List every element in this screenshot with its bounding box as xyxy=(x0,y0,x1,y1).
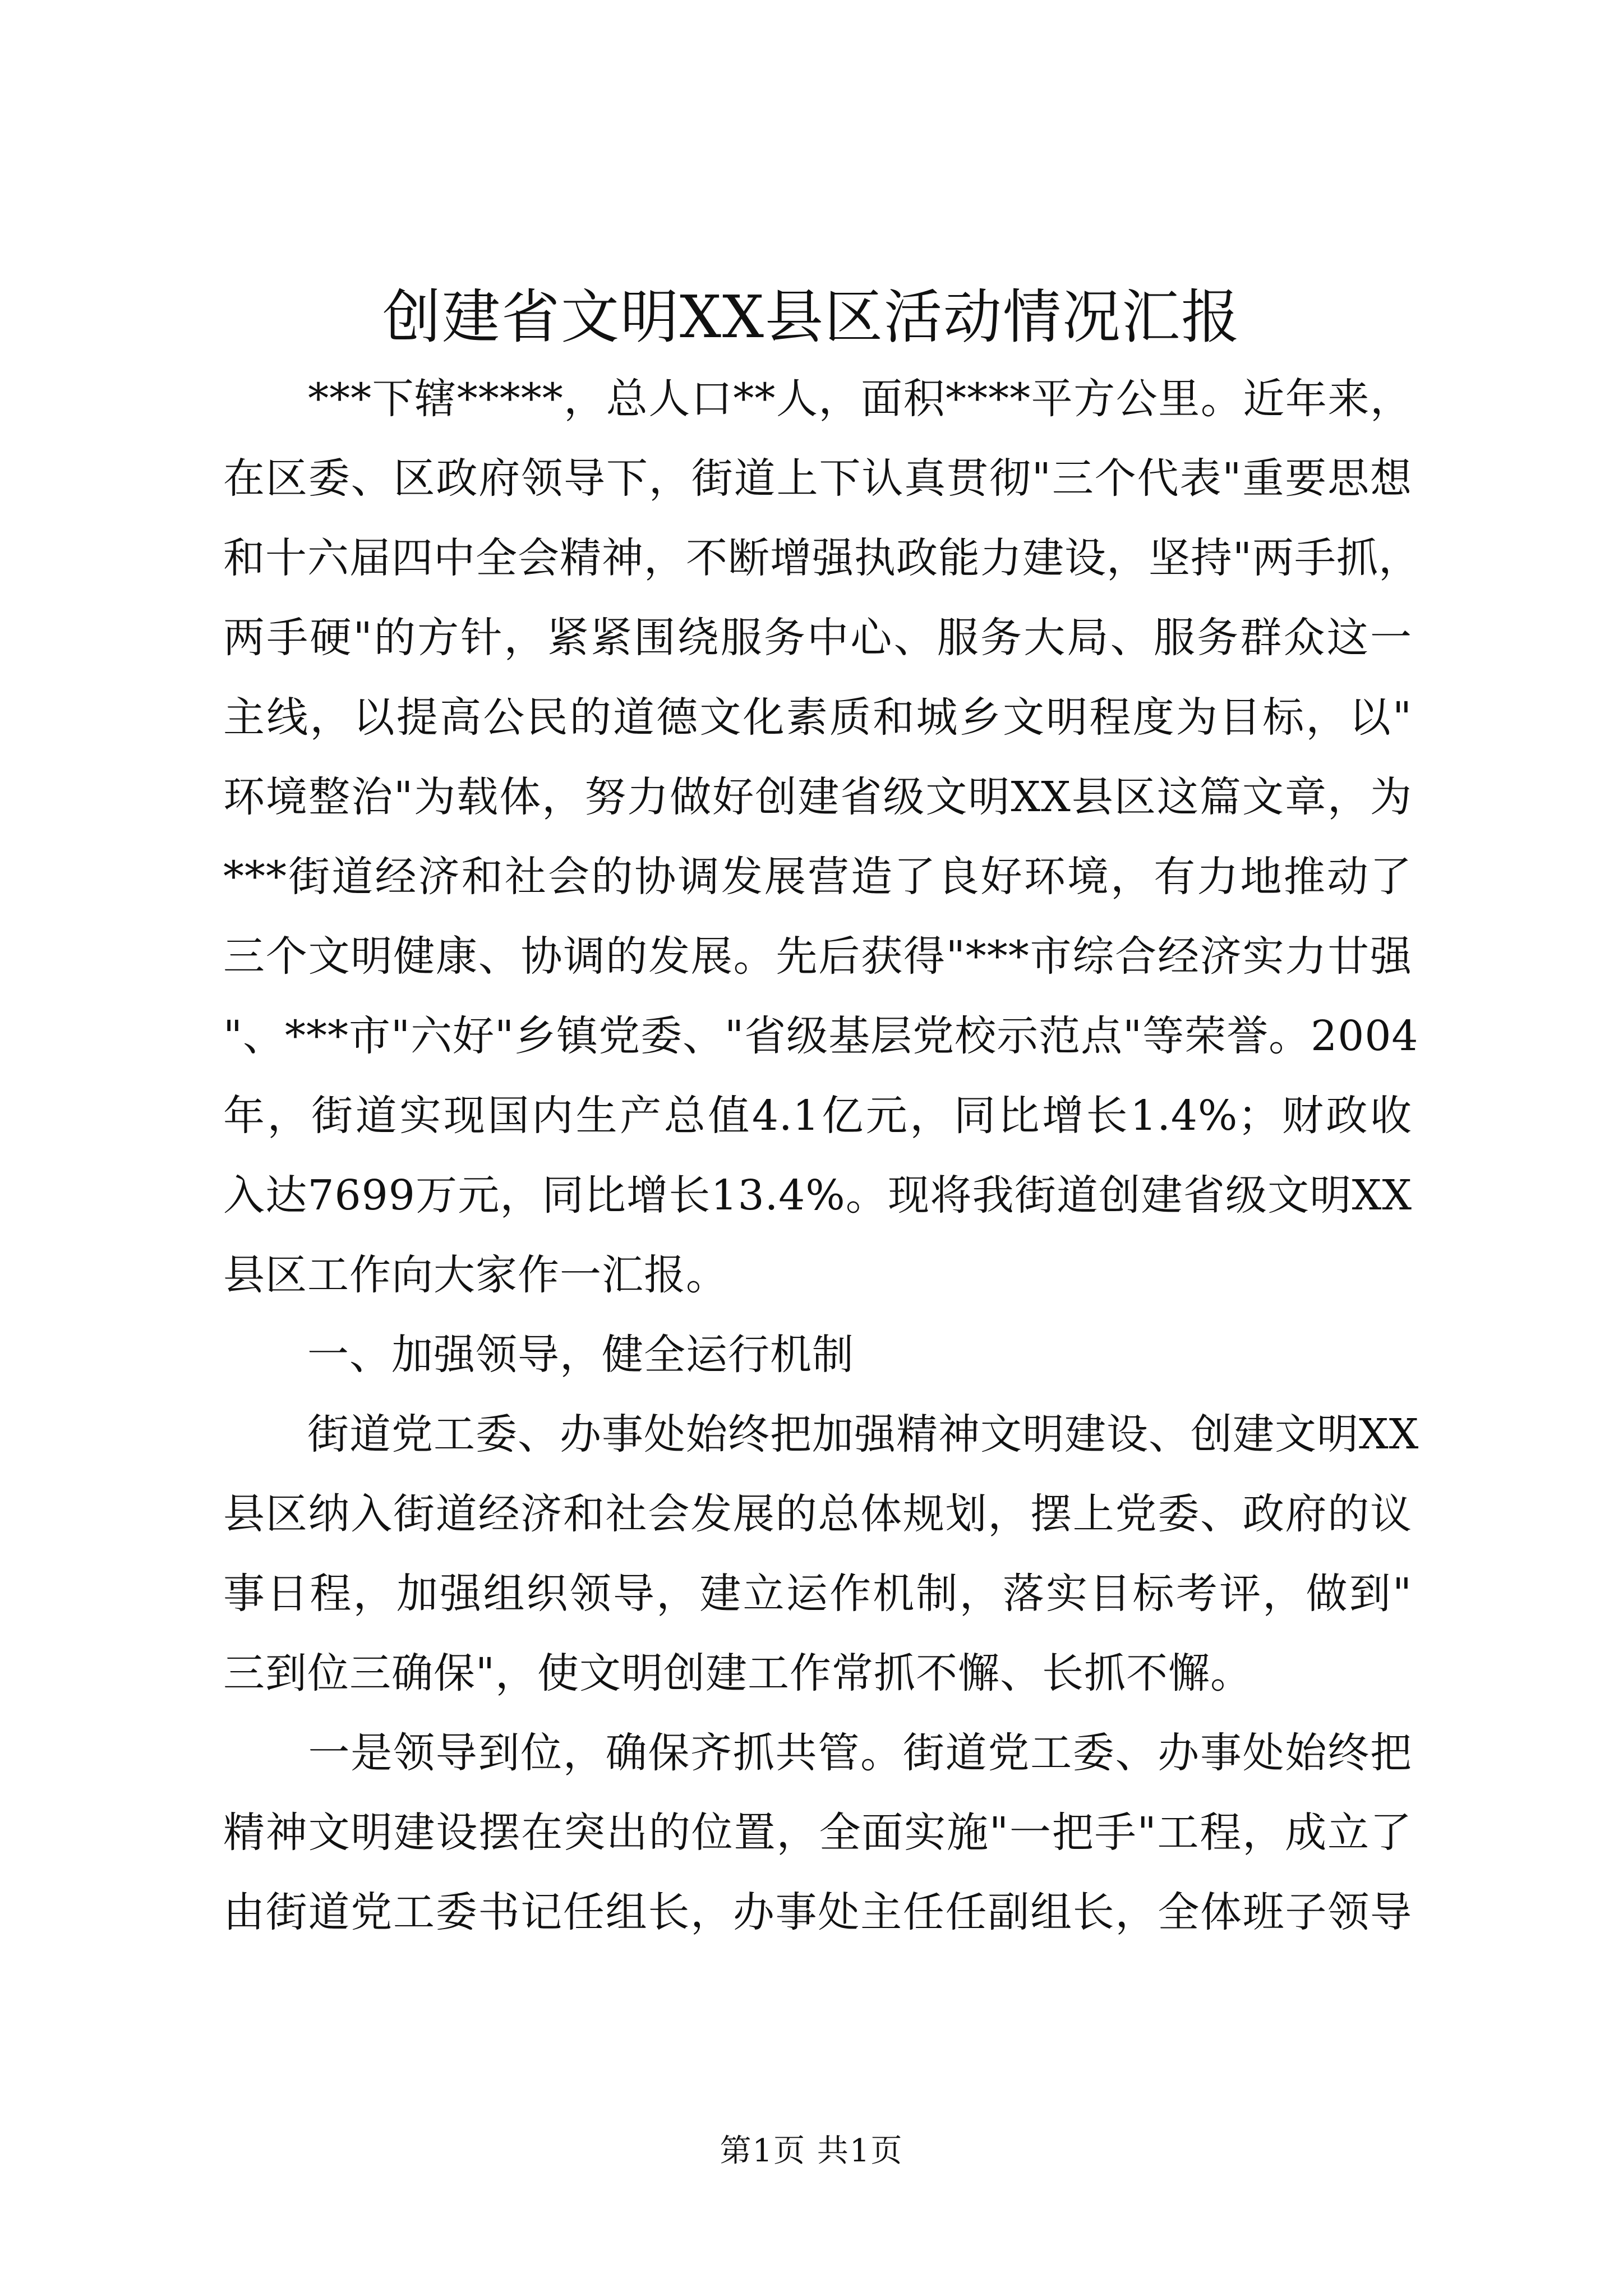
body-line: 县区纳入街道经济和社会发展的总体规划，摆上党委、政府的议 xyxy=(223,1490,1412,1538)
body-line: "、***市"六好"乡镇党委、"省级基层党校示范点"等荣誉。2004 xyxy=(223,1012,1419,1060)
page-footer: 第1页 共1页 xyxy=(720,2133,903,2169)
section-heading: 一、加强领导，健全运行机制 xyxy=(223,1331,854,1379)
body-line: 街道党工委、办事处始终把加强精神文明建设、创建文明XX xyxy=(223,1410,1419,1458)
document-body xyxy=(223,359,1421,1952)
body-line: 由街道党工委书记任组长，办事处主任任副组长，全体班子领导 xyxy=(223,1888,1412,1936)
body-line: 三个文明健康、协调的发展。先后获得"***市综合经济实力廿强 xyxy=(223,932,1412,981)
body-line: 年，街道实现国内生产总值4.1亿元，同比增长1.4%；财政收 xyxy=(223,1092,1412,1140)
body-line: 县区工作向大家作一汇报。 xyxy=(223,1251,728,1299)
body-line: ***街道经济和社会的协调发展营造了良好环境，有力地推动了 xyxy=(223,853,1412,901)
body-line: 主线，以提高公民的道德文化素质和城乡文明程度为目标，以" xyxy=(223,693,1412,742)
body-line: 和十六届四中全会精神，不断增强执政能力建设，坚持"两手抓， xyxy=(223,534,1421,582)
body-line: 一是领导到位，确保齐抓共管。街道党工委、办事处始终把 xyxy=(223,1729,1412,1777)
body-line: 精神文明建设摆在突出的位置，全面实施"一把手"工程，成立了 xyxy=(223,1809,1412,1857)
body-line: 入达7699万元，同比增长13.4%。现将我街道创建省级文明XX xyxy=(223,1171,1412,1220)
document-title: 创建省文明XX县区活动情况汇报 xyxy=(382,283,1241,351)
body-line: 环境整治"为载体，努力做好创建省级文明XX县区这篇文章，为 xyxy=(223,773,1412,821)
body-line: 事日程，加强组织领导，建立运作机制，落实目标考评，做到" xyxy=(223,1570,1412,1618)
body-line: ***下辖*****，总人口**人，面积****平方公里。近年来， xyxy=(223,375,1412,423)
body-line: 三到位三确保"，使文明创建工作常抓不懈、长抓不懈。 xyxy=(223,1649,1253,1697)
body-line: 在区委、区政府领导下，街道上下认真贯彻"三个代表"重要思想 xyxy=(223,454,1412,503)
body-line: 两手硬"的方针，紧紧围绕服务中心、服务大局、服务群众这一 xyxy=(223,614,1412,662)
